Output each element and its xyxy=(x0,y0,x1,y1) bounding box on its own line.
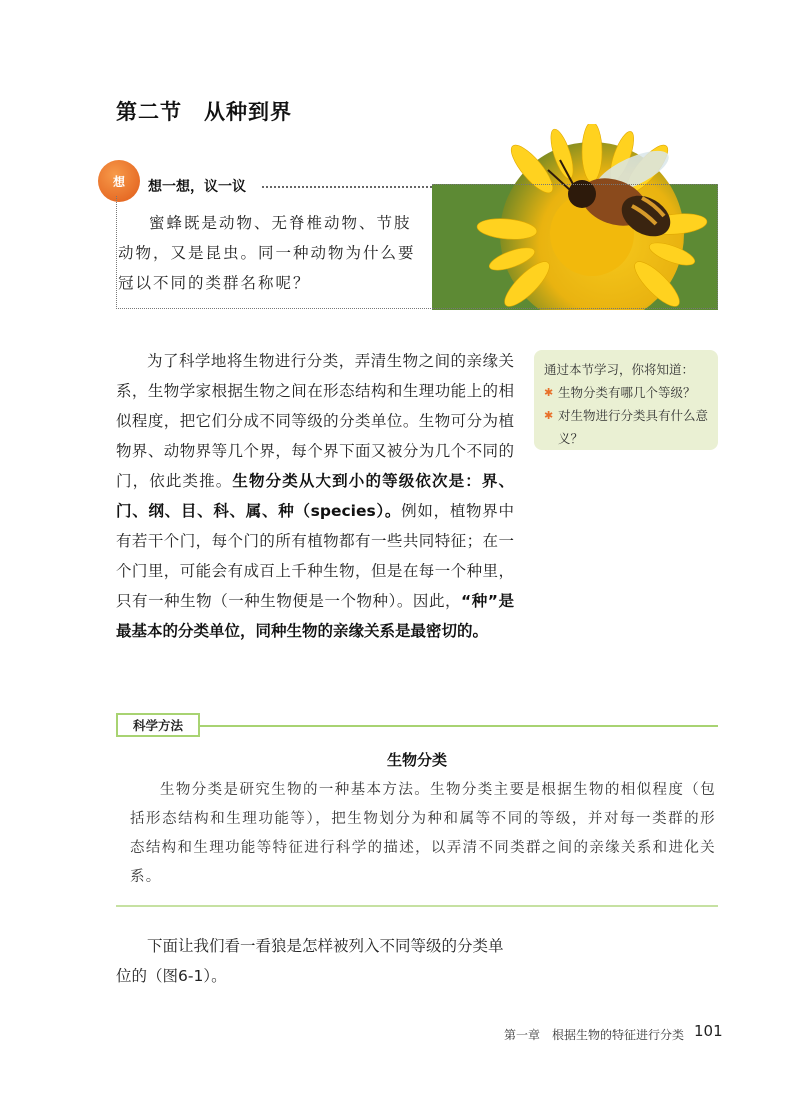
dotted-divider xyxy=(262,186,432,188)
closing-paragraph: 下面让我们看一看狼是怎样被列入不同等级的分类单位的（图6-1）。 xyxy=(116,937,504,985)
species-conclusion-bold: “种”是最基本的分类单位，同种生物的亲缘关系是最密切的。 xyxy=(116,592,514,640)
science-method-tag: 科学方法 xyxy=(116,713,200,737)
method-text: 生物分类是研究生物的一种基本方法。生物分类主要是根据生物的相似程度（包括形态结构和生理功能等），把生物划分为种和属等不同的等级，并对每一类群的形态结构和生理功能等特征进行科学的描述，以弄清不同类群之间的亲缘关系和进化关系。 xyxy=(130,782,716,885)
section-title: 第二节 从种到界 xyxy=(116,100,292,124)
learning-goals-title: 通过本节学习，你将知道： xyxy=(544,362,695,377)
photo-dotted-frame xyxy=(432,184,718,309)
think-discuss-icon: 想 xyxy=(98,160,140,202)
bullet-star-icon: ✱ xyxy=(544,386,554,399)
method-heading: 生物分类 xyxy=(386,751,447,769)
bullet-star-icon: ✱ xyxy=(544,409,554,422)
learning-goals-box xyxy=(534,350,718,450)
learning-goal-item: ✱ 对生物进行分类具有什么意义？ xyxy=(544,404,708,450)
main-paragraph: 为了科学地将生物进行分类，弄清生物之间的亲缘关系，生物学家根据生物之间在形态结构和生理功能上的相似程度，把它们分成不同等级的分类单位。生物可分为植物界、动物界等几个界，每个界下面又被分为几个不同的门，依此类推。生物分类从大到小的等级依次是：界、门、纲、目、科、属、种（species）。例如，植物界中有若干个门，每个门的所有植物都有一些共同特征；在一个门里，可能会有成百上千种生物，但是在每一个种里，只有一种生物（一种生物便是一个物种）。因此，“种”是最基本的分类单位，同种生物的亲缘关系是最密切的。 xyxy=(116,352,514,640)
method-top-rule xyxy=(116,725,718,727)
page-number: 101 xyxy=(694,1022,723,1040)
classification-levels-bold: 生物分类从大到小的等级依次是：界、门、纲、目、科、属、种（species）。 xyxy=(116,472,514,520)
footer-chapter-title: 第一章 根据生物的特征进行分类 xyxy=(503,1028,684,1042)
think-discuss-label: 想一想，议一议 xyxy=(148,179,246,195)
think-question-text: 蜜蜂既是动物、无脊椎动物、节肢动物，又是昆虫。同一种动物为什么要冠以不同的类群名称呢？ xyxy=(118,214,416,292)
learning-goal-item: ✱ 生物分类有哪几个等级？ xyxy=(544,381,708,404)
method-bottom-rule xyxy=(116,905,718,907)
